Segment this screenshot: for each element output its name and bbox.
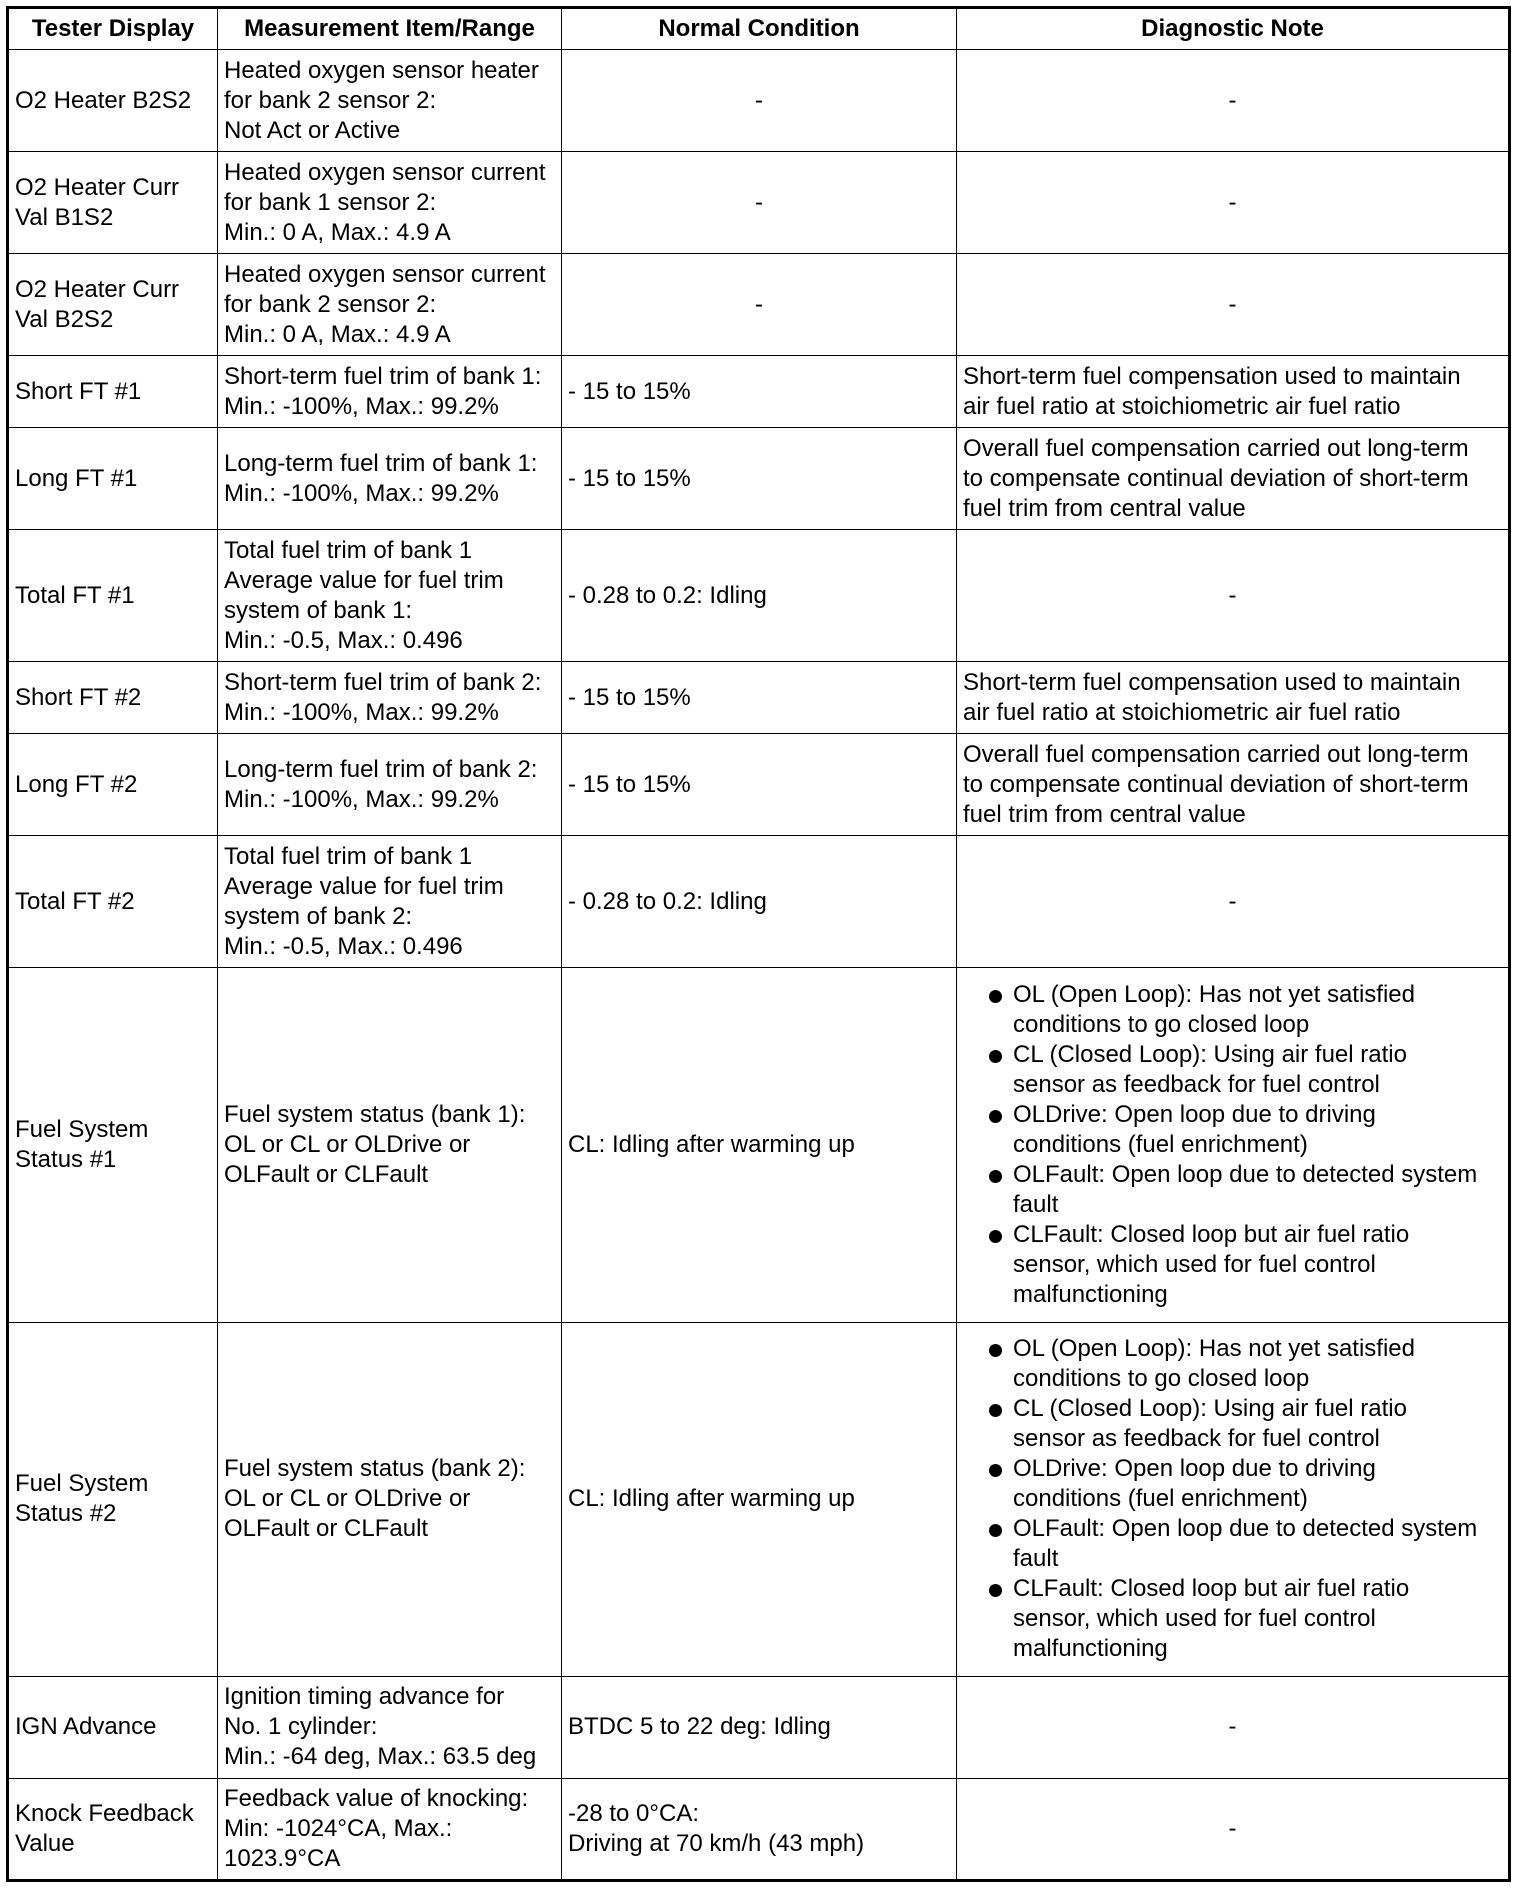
header-measurement-item: Measurement Item/Range xyxy=(218,8,562,50)
normal-condition-cell: - xyxy=(562,50,957,152)
table-row xyxy=(8,356,1510,428)
diagnostic-note-list xyxy=(963,980,1502,1310)
diagnostic-note-cell: - xyxy=(957,152,1510,254)
header-normal-condition: Normal Condition xyxy=(562,8,957,50)
list-item: OLDrive: Open loop due to driving conditions (fuel enrichment) xyxy=(973,1454,1502,1514)
diagnostic-table xyxy=(6,6,1511,1882)
measurement-item-cell: Total fuel trim of bank 1 Average value for fuel trim system of bank 1: Min.: -0.5, Max.: 0.496 xyxy=(218,530,562,662)
diagnostic-note-cell: - xyxy=(957,1778,1510,1880)
measurement-item-cell: Short-term fuel trim of bank 2: Min.: -100%, Max.: 99.2% xyxy=(218,662,562,734)
diagnostic-note-cell: Overall fuel compensation carried out long-term to compensate continual deviation of short-term fuel trim from central value xyxy=(957,428,1510,530)
table-row xyxy=(8,662,1510,734)
normal-condition-cell: - xyxy=(562,254,957,356)
tester-display-cell: IGN Advance xyxy=(8,1676,218,1778)
diagnostic-note-cell: Short-term fuel compensation used to maintain air fuel ratio at stoichiometric air fuel ratio xyxy=(957,662,1510,734)
normal-condition-cell: - 15 to 15% xyxy=(562,662,957,734)
list-item: CLFault: Closed loop but air fuel ratio sensor, which used for fuel control malfunctioning xyxy=(973,1574,1502,1664)
table-row xyxy=(8,1322,1510,1676)
measurement-item-cell: Long-term fuel trim of bank 2: Min.: -100%, Max.: 99.2% xyxy=(218,734,562,836)
table-row xyxy=(8,1778,1510,1880)
measurement-item-cell: Short-term fuel trim of bank 1: Min.: -100%, Max.: 99.2% xyxy=(218,356,562,428)
normal-condition-cell: CL: Idling after warming up xyxy=(562,968,957,1322)
normal-condition-cell: - 15 to 15% xyxy=(562,734,957,836)
tester-display-cell: Short FT #1 xyxy=(8,356,218,428)
diagnostic-note-cell: Short-term fuel compensation used to maintain air fuel ratio at stoichiometric air fuel ratio xyxy=(957,356,1510,428)
table-row xyxy=(8,152,1510,254)
list-item: OL (Open Loop): Has not yet satisfied conditions to go closed loop xyxy=(973,1334,1502,1394)
measurement-item-cell: Fuel system status (bank 2): OL or CL or OLDrive or OLFault or CLFault xyxy=(218,1322,562,1676)
table-row xyxy=(8,968,1510,1322)
tester-display-cell: Total FT #2 xyxy=(8,836,218,968)
measurement-item-cell: Feedback value of knocking: Min: -1024°CA, Max.: 1023.9°CA xyxy=(218,1778,562,1880)
header-diagnostic-note: Diagnostic Note xyxy=(957,8,1510,50)
measurement-item-cell: Fuel system status (bank 1): OL or CL or OLDrive or OLFault or CLFault xyxy=(218,968,562,1322)
diagnostic-note-cell: - xyxy=(957,254,1510,356)
measurement-item-cell: Total fuel trim of bank 1 Average value for fuel trim system of bank 2: Min.: -0.5, Max.: 0.496 xyxy=(218,836,562,968)
measurement-item-cell: Ignition timing advance for No. 1 cylinder: Min.: -64 deg, Max.: 63.5 deg xyxy=(218,1676,562,1778)
table-row xyxy=(8,836,1510,968)
table-row xyxy=(8,428,1510,530)
normal-condition-cell: - xyxy=(562,152,957,254)
tester-display-cell: Long FT #2 xyxy=(8,734,218,836)
diagnostic-note-cell xyxy=(957,968,1510,1322)
normal-condition-cell: - 0.28 to 0.2: Idling xyxy=(562,836,957,968)
diagnostic-note-cell: - xyxy=(957,836,1510,968)
measurement-item-cell: Heated oxygen sensor current for bank 1 sensor 2: Min.: 0 A, Max.: 4.9 A xyxy=(218,152,562,254)
tester-display-cell: O2 Heater B2S2 xyxy=(8,50,218,152)
table-row xyxy=(8,1676,1510,1778)
normal-condition-cell: CL: Idling after warming up xyxy=(562,1322,957,1676)
normal-condition-cell: BTDC 5 to 22 deg: Idling xyxy=(562,1676,957,1778)
diagnostic-note-list xyxy=(963,1334,1502,1664)
normal-condition-cell: - 15 to 15% xyxy=(562,356,957,428)
header-tester-display: Tester Display xyxy=(8,8,218,50)
list-item: OLFault: Open loop due to detected system fault xyxy=(973,1160,1502,1220)
table-row xyxy=(8,50,1510,152)
diagnostic-note-cell: - xyxy=(957,530,1510,662)
diagnostic-note-cell: - xyxy=(957,1676,1510,1778)
normal-condition-cell: - 15 to 15% xyxy=(562,428,957,530)
tester-display-cell: Short FT #2 xyxy=(8,662,218,734)
table-row xyxy=(8,254,1510,356)
tester-display-cell: Long FT #1 xyxy=(8,428,218,530)
tester-display-cell: Knock Feedback Value xyxy=(8,1778,218,1880)
list-item: OL (Open Loop): Has not yet satisfied conditions to go closed loop xyxy=(973,980,1502,1040)
measurement-item-cell: Heated oxygen sensor current for bank 2 sensor 2: Min.: 0 A, Max.: 4.9 A xyxy=(218,254,562,356)
normal-condition-cell: - 0.28 to 0.2: Idling xyxy=(562,530,957,662)
header-row xyxy=(8,8,1510,50)
list-item: OLFault: Open loop due to detected system fault xyxy=(973,1514,1502,1574)
diagnostic-note-cell: - xyxy=(957,50,1510,152)
tester-display-cell: Total FT #1 xyxy=(8,530,218,662)
tester-display-cell: Fuel System Status #2 xyxy=(8,1322,218,1676)
list-item: CLFault: Closed loop but air fuel ratio sensor, which used for fuel control malfunctioning xyxy=(973,1220,1502,1310)
diagnostic-note-cell xyxy=(957,1322,1510,1676)
measurement-item-cell: Heated oxygen sensor heater for bank 2 sensor 2: Not Act or Active xyxy=(218,50,562,152)
measurement-item-cell: Long-term fuel trim of bank 1: Min.: -100%, Max.: 99.2% xyxy=(218,428,562,530)
list-item: CL (Closed Loop): Using air fuel ratio sensor as feedback for fuel control xyxy=(973,1040,1502,1100)
tester-display-cell: O2 Heater Curr Val B2S2 xyxy=(8,254,218,356)
table-row xyxy=(8,734,1510,836)
list-item: CL (Closed Loop): Using air fuel ratio sensor as feedback for fuel control xyxy=(973,1394,1502,1454)
list-item: OLDrive: Open loop due to driving conditions (fuel enrichment) xyxy=(973,1100,1502,1160)
diagnostic-note-cell: Overall fuel compensation carried out long-term to compensate continual deviation of short-term fuel trim from central value xyxy=(957,734,1510,836)
normal-condition-cell: -28 to 0°CA: Driving at 70 km/h (43 mph) xyxy=(562,1778,957,1880)
tester-display-cell: Fuel System Status #1 xyxy=(8,968,218,1322)
table-row xyxy=(8,530,1510,662)
tester-display-cell: O2 Heater Curr Val B1S2 xyxy=(8,152,218,254)
